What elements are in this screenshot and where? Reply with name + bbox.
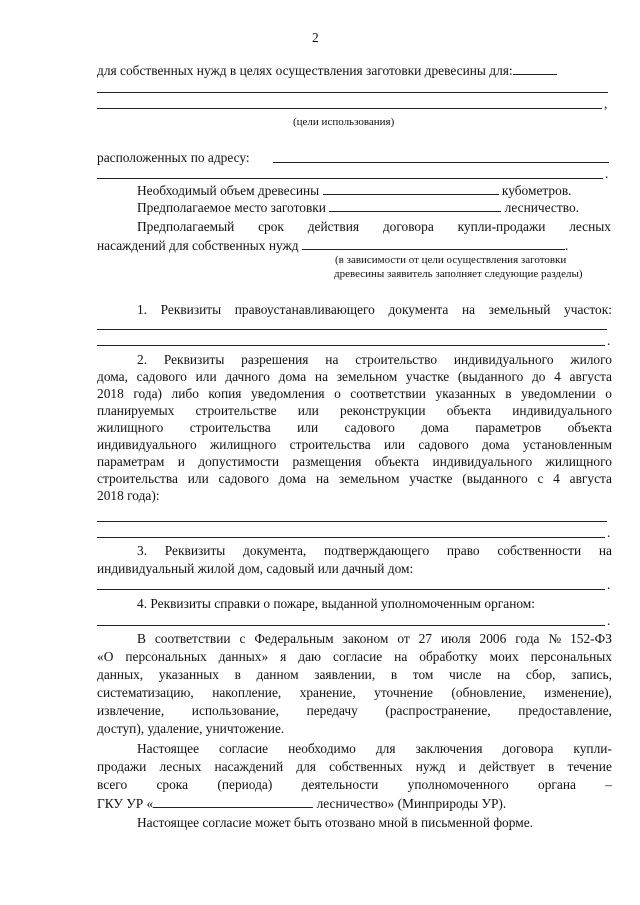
word: либо	[171, 386, 199, 401]
word: персональных	[530, 649, 612, 664]
word: планируемых	[97, 403, 175, 418]
section-2-blank-1[interactable]	[97, 521, 607, 522]
word: жилищного	[97, 420, 164, 435]
word: участке	[409, 471, 453, 486]
section-2-line-4	[97, 403, 612, 419]
purpose-comma: ,	[604, 96, 608, 111]
purpose-blank[interactable]	[513, 62, 557, 75]
term-line-2: насаждений для собственных нужд .	[97, 238, 569, 253]
consent-line-5	[97, 703, 612, 719]
word: строительства	[289, 437, 371, 452]
word: соответствии	[350, 386, 426, 401]
revoke-statement: Настоящее согласие может быть отозвано мной в письменной форме.	[137, 815, 533, 830]
word: объекта	[446, 403, 492, 418]
section-2-line-6	[97, 437, 612, 453]
word: садового	[218, 471, 269, 486]
gku-line: ГКУ УР « лесничество» (Минприроды УР).	[97, 796, 507, 811]
word: использование,	[191, 703, 279, 718]
word: срок	[258, 219, 284, 234]
word: согласие	[333, 649, 383, 664]
word: дома,	[97, 369, 128, 384]
word: земельный	[488, 302, 551, 317]
word: индивидуального	[97, 437, 197, 452]
word: «О	[97, 649, 114, 664]
word: строительства	[189, 420, 271, 435]
volume-blank[interactable]	[323, 182, 499, 195]
word: строительстве	[195, 403, 277, 418]
consent2-line-3	[97, 777, 612, 793]
word: подтверждающего	[324, 543, 430, 558]
word: копия	[208, 386, 242, 401]
word: дома	[278, 471, 307, 486]
word: или	[195, 369, 217, 384]
word: августа	[569, 369, 612, 384]
word: или	[383, 437, 405, 452]
word: органа	[538, 777, 576, 792]
section-2-dot: .	[607, 525, 611, 540]
word: 152-ФЗ	[570, 631, 612, 646]
word: моих	[489, 649, 519, 664]
word: указанных	[158, 667, 219, 682]
purpose-intro: для собственных нужд в целях осуществления заготовки древесины для:	[97, 62, 557, 79]
section-1-dot: .	[607, 333, 611, 348]
note-line-1: (в зависимости от цели осуществления заготовки	[335, 254, 567, 266]
word: 4	[554, 369, 561, 384]
word: систематизацию,	[97, 685, 194, 700]
word: строительства	[97, 471, 178, 486]
section-3-blank[interactable]	[97, 589, 605, 590]
section-2-blank-2[interactable]	[97, 537, 605, 538]
consent2-line-1	[137, 741, 612, 757]
section-3-dot: .	[607, 577, 611, 592]
volume-row: Необходимый объем древесины кубометров.	[137, 183, 572, 198]
word: (выданного	[457, 369, 524, 384]
word: от	[397, 631, 410, 646]
place-blank[interactable]	[329, 199, 501, 212]
word: договора	[502, 741, 554, 756]
section-2-line-5	[97, 420, 612, 436]
word: действия	[307, 219, 360, 234]
address-dot: .	[605, 166, 609, 181]
purpose-line-2[interactable]	[97, 108, 602, 109]
word: и	[177, 454, 185, 469]
word: на	[598, 543, 612, 558]
purpose-caption: (цели использования)	[293, 116, 395, 128]
word: изменение),	[544, 685, 612, 700]
word: июля	[440, 631, 471, 646]
word: даю	[298, 649, 322, 664]
section-2-line-8	[97, 471, 612, 487]
word: года)	[133, 386, 162, 401]
word: 2018	[97, 386, 124, 401]
word: я	[280, 649, 287, 664]
word: необходимо	[288, 741, 356, 756]
word: объекта	[567, 420, 612, 435]
word: индивидуального	[453, 352, 554, 367]
word: или	[187, 471, 209, 486]
word: дома	[278, 369, 307, 384]
section-3-line-1	[137, 543, 612, 559]
word: в	[548, 759, 555, 774]
word: на	[325, 352, 339, 367]
section-2-line-1	[137, 352, 612, 368]
section-2-last-line: 2018 года):	[97, 488, 160, 503]
word: предоставление,	[518, 703, 612, 718]
word: августа	[569, 471, 612, 486]
word: уведомления	[250, 386, 325, 401]
section-4-blank[interactable]	[97, 625, 605, 626]
word: для	[375, 741, 396, 756]
word: Федеральным	[254, 631, 334, 646]
word: или	[297, 403, 319, 418]
word: срока	[156, 777, 189, 792]
word: дома	[421, 420, 449, 435]
word: насаждений	[214, 759, 284, 774]
word: накопление,	[212, 685, 282, 700]
word: 1.	[137, 302, 148, 317]
word: 2006	[479, 631, 507, 646]
word: установленным	[522, 437, 612, 452]
word: собственности	[497, 543, 582, 558]
purpose-line-1[interactable]	[97, 92, 608, 93]
consent-line-4	[97, 685, 612, 701]
word: всего	[97, 777, 128, 792]
address-line-1[interactable]	[273, 162, 609, 163]
word: нужд	[415, 759, 446, 774]
word: данных»	[218, 649, 269, 664]
word: параметрам	[97, 454, 165, 469]
section-1-line-1[interactable]	[97, 329, 607, 330]
word: реконструкции	[340, 403, 426, 418]
word: сбор,	[525, 667, 556, 682]
word: данных,	[97, 667, 144, 682]
section-3-line-2: индивидуальный жилой дом, садовый или дачный дом:	[97, 561, 414, 576]
word: Настоящее	[137, 741, 200, 756]
section-2-line-3	[97, 386, 612, 402]
section-4-dot: .	[607, 613, 611, 628]
word: о	[605, 386, 612, 401]
word: и	[458, 759, 466, 774]
word: согласие	[219, 741, 269, 756]
gku-blank[interactable]	[153, 795, 313, 808]
word: –	[605, 777, 612, 792]
term-blank[interactable]	[302, 237, 565, 250]
word: 3.	[137, 543, 148, 558]
word: обработку	[419, 649, 478, 664]
word: садового	[344, 420, 395, 435]
word: на	[316, 471, 330, 486]
word: участке	[405, 369, 450, 384]
word: с	[537, 471, 544, 486]
word: течение	[567, 759, 612, 774]
word: жилого	[570, 352, 612, 367]
word: жилищного	[545, 454, 612, 469]
note-line-2: древесины заявитель заполняет следующие разделы)	[334, 268, 583, 280]
word: законом	[342, 631, 389, 646]
word: заявлении,	[314, 667, 376, 682]
word: указанных	[435, 386, 496, 401]
word: 2.	[137, 352, 148, 367]
page-number: 2	[312, 30, 319, 45]
word: персональных	[125, 649, 207, 664]
word: 27	[418, 631, 432, 646]
word: до	[531, 369, 546, 384]
word: в	[505, 386, 512, 401]
word: участок:	[564, 302, 612, 317]
word: продажи	[97, 759, 147, 774]
word: (обновление,	[451, 685, 526, 700]
word: купли-продажи	[457, 219, 546, 234]
word: 4	[553, 471, 560, 486]
word: допустимости	[198, 454, 280, 469]
word: действует	[478, 759, 535, 774]
word: на	[314, 369, 329, 384]
word: индивидуального	[432, 454, 533, 469]
word: соответствии	[154, 631, 231, 646]
consent-line-2	[97, 649, 612, 665]
word: (периода)	[217, 777, 273, 792]
word: Предполагаемый	[137, 219, 235, 234]
word: с	[239, 631, 246, 646]
section-1-line-2[interactable]	[97, 345, 605, 346]
section-4-heading: 4. Реквизиты справки о пожаре, выданной уполномоченным органом:	[137, 596, 536, 611]
word: деятельности	[301, 777, 379, 792]
word: строительство	[355, 352, 438, 367]
word: параметров	[475, 420, 542, 435]
word: Реквизиты	[163, 352, 225, 367]
word: уведомлении	[521, 386, 596, 401]
word: на	[394, 649, 408, 664]
word: земельном	[338, 471, 400, 486]
word: для	[296, 759, 316, 774]
word: или	[297, 420, 319, 435]
consent2-line-2	[97, 759, 612, 775]
word: на	[461, 302, 476, 317]
word: земельном	[336, 369, 398, 384]
word: Реквизиты	[160, 302, 222, 317]
word: индивидуального	[512, 403, 612, 418]
word: объекта	[374, 454, 420, 469]
word: собственных	[329, 759, 403, 774]
word: Реквизиты	[164, 543, 226, 558]
word: заключения	[415, 741, 483, 756]
word: лесных	[569, 219, 611, 234]
word: уточнение	[374, 685, 433, 700]
section-1-heading	[137, 302, 612, 318]
word: документа	[388, 302, 449, 317]
word: передачу	[306, 703, 358, 718]
word: дома	[482, 437, 510, 452]
word: В	[137, 631, 146, 646]
word: документа,	[243, 543, 307, 558]
word: договора	[382, 219, 434, 234]
word: жилищного	[210, 437, 277, 452]
word: о	[334, 386, 341, 401]
term-line-1	[137, 219, 611, 235]
consent-line-3	[97, 667, 612, 683]
word: дачного	[225, 369, 270, 384]
word: садового	[136, 369, 187, 384]
section-2-line-7	[97, 454, 612, 470]
word: №	[548, 631, 562, 646]
word: числе	[449, 667, 482, 682]
word: в	[234, 667, 241, 682]
address-label: расположенных по адресу:	[97, 150, 250, 165]
word: правоустанавливающего	[234, 302, 375, 317]
word: (распространение,	[385, 703, 491, 718]
word: уполномоченного	[407, 777, 509, 792]
word: право	[446, 543, 480, 558]
consent-last-line: доступ), удаление, уничтожение.	[97, 721, 285, 736]
word: хранение,	[299, 685, 356, 700]
word: (выданного	[462, 471, 528, 486]
word: данном	[256, 667, 299, 682]
word: размещения	[292, 454, 362, 469]
word: извлечение,	[97, 703, 165, 718]
word: садового	[418, 437, 469, 452]
word: купли-	[573, 741, 612, 756]
section-2-line-2	[97, 369, 612, 385]
place-row: Предполагаемое место заготовки лесничество.	[137, 200, 579, 215]
word: том	[412, 667, 434, 682]
address-line-2[interactable]	[97, 178, 603, 179]
word: года	[515, 631, 540, 646]
word: лесных	[159, 759, 202, 774]
word: разрешения	[241, 352, 309, 367]
word: в	[390, 667, 398, 682]
word: на	[497, 667, 511, 682]
word: запись,	[571, 667, 612, 682]
consent-line-1	[137, 631, 612, 647]
